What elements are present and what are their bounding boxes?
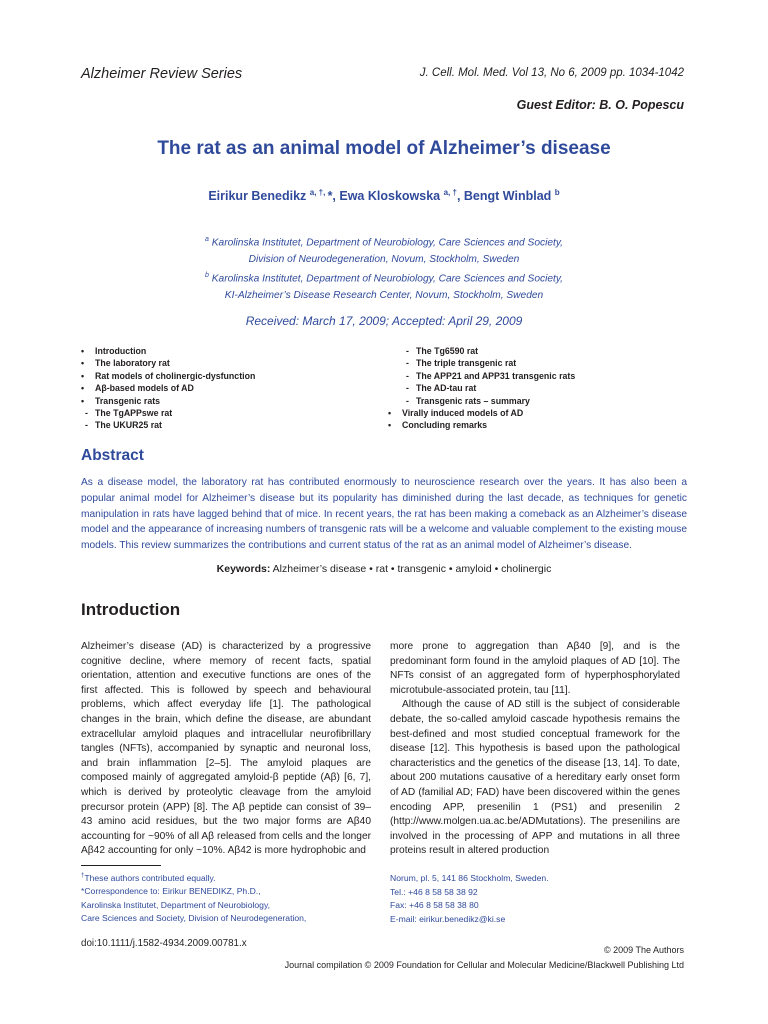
footnotes-right <box>390 872 549 926</box>
received-dates: Received: March 17, 2009; Accepted: April 29, 2009 <box>245 314 523 328</box>
keywords-line <box>0 563 768 575</box>
affil-line: Division of Neurodegeneration, Novum, Stockholm, Sweden <box>248 253 520 265</box>
toc-item[interactable]: • Rat models of cholinergic-dysfunction <box>81 370 255 382</box>
intro-column-left <box>81 640 371 859</box>
toc-item[interactable]: • Concluding remarks <box>388 419 575 431</box>
toc-subitem[interactable]: - The TgAPPswe rat <box>81 407 255 419</box>
footnotes-left <box>81 870 306 926</box>
keywords-text: Alzheimer’s disease • rat • transgenic • amyloid • cholinergic <box>272 563 552 575</box>
author-name: Ewa Kloskowska <box>339 189 441 204</box>
journal-compilation: Journal compilation © 2009 Foundation for Cellular and Molecular Medicine/Blackwell Publishing Ltd <box>284 960 684 970</box>
affiliation-b <box>0 268 768 288</box>
toc-subitem[interactable]: - The AD-tau rat <box>388 382 575 394</box>
author-affil-mark: a, †, <box>309 188 328 197</box>
author-suffix: *, <box>327 189 340 204</box>
intro-paragraph: more prone to aggregation than Aβ40 [9], and is the predominant form found in the amyloid plaques of AD [10]. The NFTs consist of an aggregated form of hyperphosphorylated microtubule-associated protein, tau [11]. <box>390 641 680 696</box>
footnote-line: Care Sciences and Society, Division of Neurodegeneration, <box>81 913 307 924</box>
toc-subitem[interactable]: - The UKUR25 rat <box>81 419 255 431</box>
footnote-line: Karolinska Institutet, Department of Neurobiology, <box>81 899 270 910</box>
affil-mark: a <box>204 236 209 243</box>
toc-right <box>388 345 575 432</box>
email-link[interactable]: E-mail: eirikur.benedikz@ki.se <box>390 913 506 924</box>
toc-subitem[interactable]: - Transgenic rats – summary <box>388 395 575 407</box>
abstract-text: As a disease model, the laboratory rat has contributed enormously to neuroscience research over the years. It has also been a popular animal model for Alzheimer’s disease but its popularity has diminished during the last decade, as techniques for genetic manipulation in rats have lagged behind that of mice. In recent years, the rat has been making a comeback as an Alzheimer’s disease model and the appearance of increasing numbers of transgenic rats will be a welcome and valuable complement to the existing mouse models. This review summarizes the contributions and current status of the rat as an animal model of Alzheimer’s disease. <box>81 477 687 552</box>
footnote-rule <box>81 865 161 866</box>
dagger-mark: † <box>81 873 85 879</box>
toc-subitem[interactable]: - The triple transgenic rat <box>388 357 575 369</box>
author-affil-mark: b <box>554 188 560 197</box>
affil-line: Karolinska Institutet, Department of Neurobiology, Care Sciences and Society, <box>211 273 564 285</box>
series-label: Alzheimer Review Series <box>81 66 243 82</box>
doi[interactable]: doi:10.1111/j.1582-4934.2009.00781.x <box>81 938 247 949</box>
footnote-line: Fax: +46 8 58 58 38 80 <box>390 900 479 910</box>
footnote-line: Norum, pl. 5, 141 86 Stockholm, Sweden. <box>390 873 549 883</box>
intro-paragraph: Alzheimer’s disease (AD) is characterized by a progressive cognitive decline, where memory of recent facts, spatial orientation, attention and executive functions are ones of the first affected. This is followed by speech and behavioural problems, which affect everyday life [1]. The pathological changes in the brain, which define the disease, are abundant extracellular amyloid plaques and intracellular neurofibrillary tangles (NFTs), accompanied by synaptic and neuronal loss, and brain inflammation [2–5]. The amyloid plaques are composed mainly of aggregated amyloid-β peptide (Aβ) [6, 7], which is derived by proteolytic cleavage from the amyloid precursor protein (APP) [8]. The Aβ peptide can consist of 39–43 amino acid residues, but the two major forms are Aβ40 accounting for ~90% of all Aβ released from cells and the longer Aβ42 accounting for only ~10%. Aβ42 is more hydrophobic and <box>81 641 371 857</box>
toc-left <box>81 345 255 432</box>
introduction-heading: Introduction <box>81 600 181 619</box>
copyright: © 2009 The Authors <box>603 945 684 955</box>
affiliation-a <box>0 232 768 252</box>
toc-item[interactable]: • Aβ-based models of AD <box>81 382 255 394</box>
footnote-line: Tel.: +46 8 58 58 38 92 <box>390 886 478 897</box>
affil-line: KI-Alzheimer’s Disease Research Center, Novum, Stockholm, Sweden <box>224 290 544 302</box>
author-name: Eirikur Benedikz <box>208 189 307 204</box>
keywords-label: Keywords: <box>216 563 271 575</box>
article-title: The rat as an animal model of Alzheimer’s disease <box>157 138 611 159</box>
toc-item[interactable]: • Introduction <box>81 345 255 357</box>
toc-item[interactable]: • The laboratory rat <box>81 357 255 369</box>
intro-column-right <box>390 640 680 859</box>
toc-subitem[interactable]: - The Tg6590 rat <box>388 345 575 357</box>
toc-item[interactable]: • Virally induced models of AD <box>388 407 575 419</box>
footnote-line: *Correspondence to: Eirikur BENEDIKZ, Ph.D., <box>81 886 261 897</box>
journal-citation: J. Cell. Mol. Med. Vol 13, No 6, 2009 pp. 1034-1042 <box>419 67 684 79</box>
affiliations <box>0 232 768 305</box>
guest-editor: Guest Editor: B. O. Popescu <box>516 98 684 112</box>
author-name: Bengt Winblad <box>463 189 552 204</box>
toc-subitem[interactable]: - The APP21 and APP31 transgenic rats <box>388 370 575 382</box>
toc-item[interactable]: • Transgenic rats <box>81 395 255 407</box>
affil-line: Karolinska Institutet, Department of Neurobiology, Care Sciences and Society, <box>211 237 564 249</box>
author-affil-mark: a, † <box>443 188 457 197</box>
affil-mark: b <box>204 272 209 280</box>
abstract-heading: Abstract <box>81 447 144 464</box>
intro-paragraph: Although the cause of AD still is the subject of considerable debate, the so-called amyloid cascade hypothesis remains the best-defined and most studied conceptual framework for the disease [12]. This hypothesis is based upon the pathological characteristics and the genetics of the disease [13, 14]. To date, about 200 mutations causative of a hereditary early onset form of AD (familial AD; FAD) have been discovered within the genes encoding APP, presenilin 1 (PS1) and presenilin 2 (http://www.molgen.ua.ac.be/ADMutations). The presenilins are involved in the processing of APP and mutations in all three proteins result in altered production <box>390 699 680 857</box>
author-list <box>0 188 768 203</box>
footnote-line <box>81 870 306 885</box>
footnote-text: These authors contributed equally. <box>84 872 216 883</box>
author-suffix: , <box>456 189 464 204</box>
